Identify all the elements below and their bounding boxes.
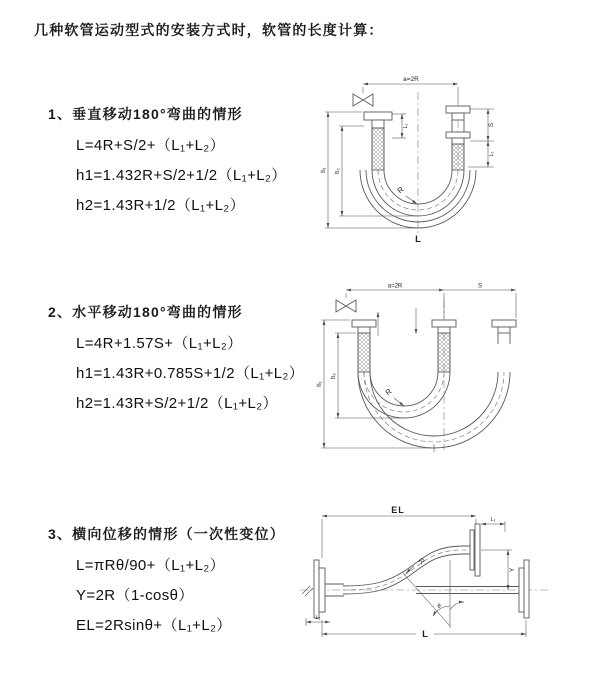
radius-label: R — [383, 386, 394, 398]
section-1-formula-h1: h1=1.432R+S/2+1/2（L₁+L₂） — [76, 167, 287, 184]
dimension-labels — [321, 76, 495, 245]
dim-label-a2r: a=2R — [403, 76, 419, 83]
section-2-formula-L: L=4R+1.57S+（L₁+L₂） — [76, 335, 243, 352]
left-flange — [314, 560, 344, 618]
dim-label-h2: h₂ — [335, 168, 341, 174]
length-label: L — [422, 629, 428, 640]
dimension-labels — [316, 505, 516, 640]
valve-icon — [353, 94, 373, 106]
dim-label-a2r: a=2R — [387, 283, 403, 290]
section-3-formula-Y: Y=2R（1-cosθ） — [76, 587, 194, 604]
right-pipe-assembly — [446, 106, 470, 170]
page-title: 几种软管运动型式的安装方式时，软管的长度计算： — [34, 22, 384, 38]
left-pipe-assembly — [352, 320, 376, 372]
radius-label: R — [395, 184, 406, 196]
middle-pipe-assembly — [432, 320, 456, 372]
radius-label: R — [416, 555, 427, 567]
dim-label-h2: h₂ — [331, 373, 337, 379]
dim-label-el: EL — [391, 505, 405, 515]
right-pipe-assembly — [492, 320, 516, 344]
left-pipe-assembly — [364, 112, 392, 170]
length-label: L — [415, 234, 421, 245]
section-1-formula-h2: h2=1.43R+1/2（L₁+L₂） — [76, 197, 246, 214]
dimension-lines — [321, 290, 516, 452]
centerline — [300, 586, 548, 596]
angle-label: θ — [437, 604, 441, 610]
right-flange-original — [519, 560, 529, 618]
dim-label-y: Y — [509, 567, 516, 573]
section-2-formula-h1: h1=1.43R+0.785S+1/2（L₁+L₂） — [76, 365, 305, 382]
section-1-formula-L: L=4R+S/2+（L₁+L₂） — [76, 137, 226, 154]
section-3-formula-L: L=πRθ/90+（L₁+L₂） — [76, 557, 225, 574]
diagram-horizontal-180-bend — [316, 280, 534, 456]
dim-label-s: S — [477, 283, 483, 290]
upper-right-flange — [470, 524, 480, 576]
dim-label-l1-top: L₁ — [490, 517, 496, 523]
diagram-lateral-displacement — [298, 502, 556, 644]
section-2-heading: 2、水平移动180°弯曲的情形 — [48, 304, 243, 320]
dim-label-h1: h₁ — [321, 167, 327, 173]
dim-label-l1-left: L₁ — [403, 123, 409, 129]
section-3-formula-EL: EL=2Rsinθ+（L₁+L₂） — [76, 617, 232, 634]
dimension-lines — [306, 516, 526, 638]
valve-icon — [336, 300, 356, 312]
dim-label-l1-right: L₁ — [489, 151, 495, 157]
section-2-formula-h2: h2=1.43R+S/2+1/2（L₁+L₂） — [76, 395, 278, 412]
section-1-heading: 1、垂直移动180°弯曲的情形 — [48, 106, 243, 122]
section-3-heading: 3、横向位移的情形（一次性变位） — [48, 526, 285, 542]
hose-arcs — [358, 372, 510, 448]
dimension-labels — [317, 284, 482, 398]
dim-label-s: S — [488, 122, 495, 128]
dim-label-h1: h₁ — [317, 381, 323, 387]
diagram-vertical-180-bend — [318, 70, 528, 248]
dim-label-l1-bottom: L₁ — [315, 615, 321, 621]
